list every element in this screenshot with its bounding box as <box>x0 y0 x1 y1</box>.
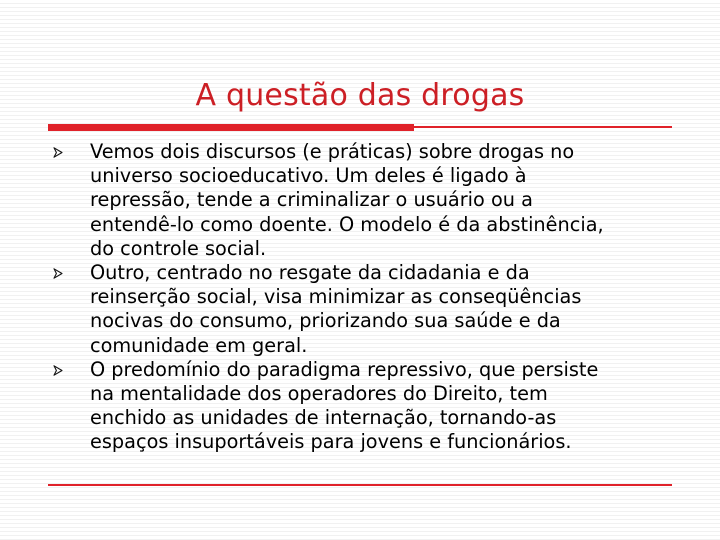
arrowhead-bullet-icon <box>52 261 66 285</box>
bullet-line: entendê-lo como doente. O modelo é da abstinência, <box>90 212 604 236</box>
bullet-line: universo socioeducativo. Um deles é ligado à <box>90 164 527 188</box>
bullet-item <box>52 358 682 455</box>
bullet-line: Vemos dois discursos (e práticas) sobre drogas no <box>90 140 575 163</box>
arrowhead-bullet-icon <box>52 140 66 164</box>
arrowhead-bullet-icon <box>52 358 66 382</box>
bullet-line: na mentalidade dos operadores do Direito, tem <box>90 382 548 406</box>
bullet-line: nocivas do consumo, priorizando sua saúde e da <box>90 309 561 333</box>
title-underline-thick <box>48 124 414 131</box>
bullet-line: Outro, centrado no resgate da cidadania e da <box>90 261 530 285</box>
bullet-line: enchido as unidades de internação, tornando-as <box>90 406 557 430</box>
bullet-item <box>52 261 682 358</box>
slide-title: A questão das drogas <box>195 78 525 113</box>
bullet-item <box>52 140 682 261</box>
bullet-line: reinserção social, visa minimizar as conseqüências <box>90 285 582 309</box>
bullet-line: repressão, tende a criminalizar o usuário ou a <box>90 188 533 212</box>
bullet-list <box>52 140 682 455</box>
bullet-line: espaços insuportáveis para jovens e funcionários. <box>90 430 572 454</box>
bullet-line: O predomínio do paradigma repressivo, que persiste <box>90 357 599 381</box>
title-underline-thin <box>414 126 672 128</box>
footer-rule <box>48 484 672 486</box>
bullet-line: comunidade em geral. <box>90 333 308 357</box>
bullet-line: do controle social. <box>90 236 267 260</box>
